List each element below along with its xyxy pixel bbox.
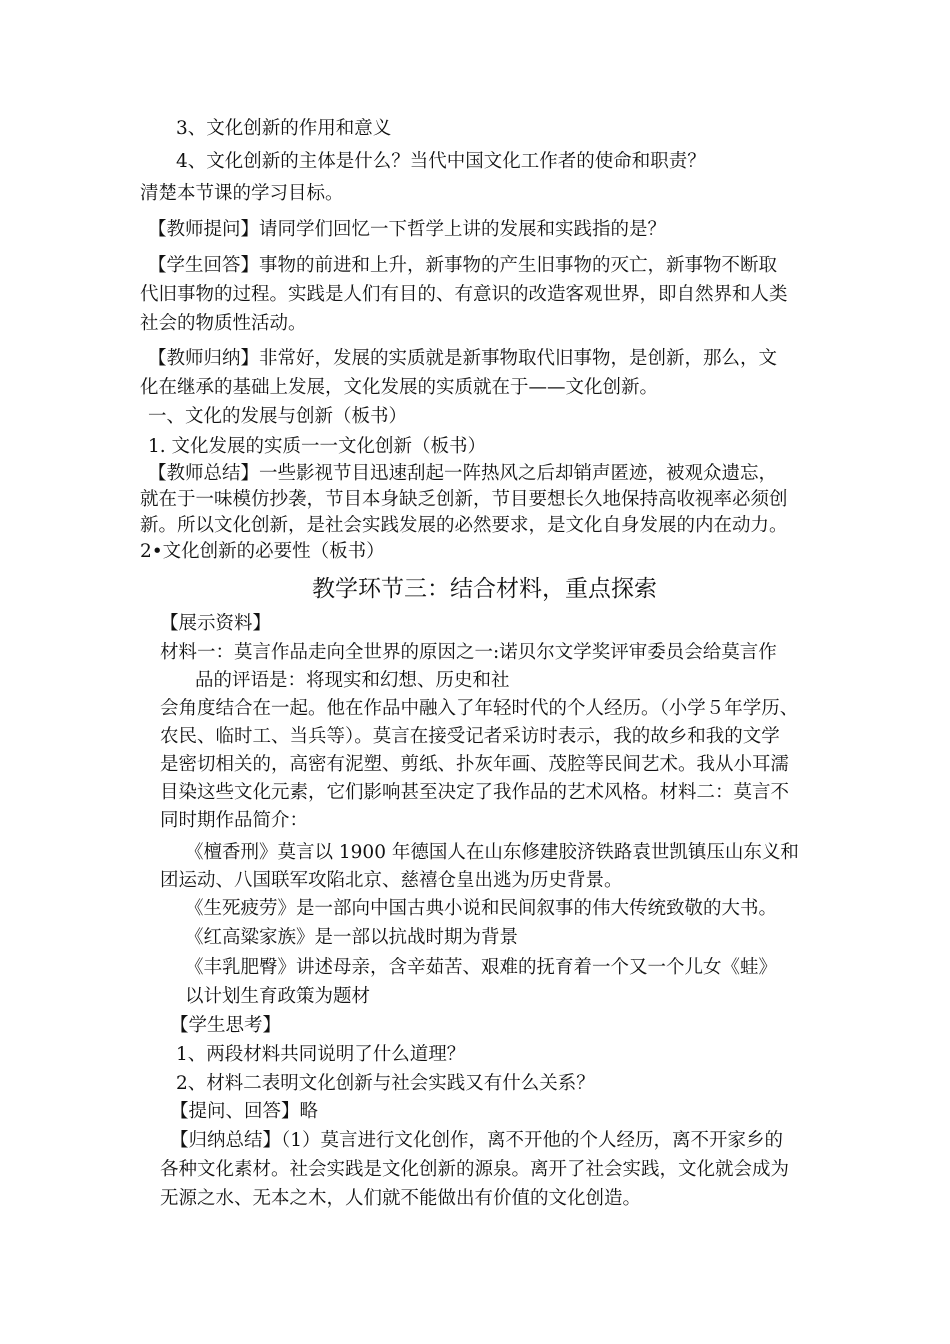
board-heading-1: 一、文化的发展与创新（板书） — [148, 406, 408, 427]
show-materials-label: 【展示资料】 — [160, 613, 272, 634]
work-life-and-death: 《生死疲劳》是一部向中国古典小说和民间叙事的伟大传统致敬的大书。 — [185, 898, 778, 919]
student-answer-line-3: 社会的物质性活动。 — [140, 313, 307, 334]
board-heading-1-1: 1. 文化发展的实质一一文化创新（板书） — [148, 436, 487, 457]
objective-3: 3、文化创新的作用和意义 — [176, 118, 392, 139]
conclusion-line-2: 各种文化素材。社会实践是文化创新的源泉。离开了社会实践，文化就会成为 — [160, 1159, 790, 1180]
conclusion-line-3: 无源之水、无本之木，人们就不能做出有价值的文化创造。 — [160, 1188, 642, 1209]
work-sandalwood-line-2: 团运动、八国联军攻陷北京、慈禧仓皇出逃为历史背景。 — [160, 870, 623, 891]
thinking-question-2: 2、材料二表明文化创新与社会实践又有什么关系？ — [176, 1073, 595, 1094]
material-1-line-2: 品的评语是：将现实和幻想、历史和社 — [195, 670, 510, 691]
section-heading: 教学环节三：结合材料，重点探索 — [312, 576, 657, 602]
student-answer-line-2: 代旧事物的过程。实践是人们有目的、有意识的改造客观世界，即自然界和人类 — [140, 284, 788, 305]
board-heading-2: 2•文化创新的必要性（板书） — [140, 541, 385, 562]
teacher-conclusion-line-3: 新。所以文化创新，是社会实践发展的必然要求，是文化自身发展的内在动力。 — [140, 515, 788, 536]
work-frog: 以计划生育政策为题材 — [185, 986, 371, 1007]
work-big-breasts: 《丰乳肥臀》讲述母亲，含辛茹苦、艰难的抚育着一个又一个儿女《蛙》 — [185, 957, 778, 978]
objective-4: 4、文化创新的主体是什么？当代中国文化工作者的使命和职责？ — [176, 151, 706, 172]
objective-summary: 清楚本节课的学习目标。 — [140, 183, 344, 204]
work-sandalwood-line-1: 《檀香刑》莫言以 1900 年德国人在山东修建胶济铁路袁世凯镇压山东义和 — [185, 842, 799, 863]
thinking-question-1: 1、两段材料共同说明了什么道理？ — [176, 1044, 466, 1065]
qa-label: 【提问、回答】略 — [170, 1101, 319, 1122]
material-1-line-6: 目染这些文化元素，它们影响甚至决定了我作品的艺术风格。材料二：莫言不 — [160, 782, 790, 803]
teacher-question: 【教师提问】请同学们回忆一下哲学上讲的发展和实践指的是？ — [148, 219, 667, 240]
material-2-intro: 同时期作品简介： — [160, 810, 309, 831]
conclusion-line-1: 【归纳总结】（1）莫言进行文化创作，离不开他的个人经历，离不开家乡的 — [170, 1130, 784, 1151]
work-red-sorghum: 《红高粱家族》是一部以抗战时期为背景 — [185, 927, 519, 948]
teacher-summary-line-1: 【教师归纳】非常好，发展的实质就是新事物取代旧事物，是创新，那么，文 — [148, 348, 778, 369]
material-1-line-5: 是密切相关的，高密有泥塑、剪纸、扑灰年画、茂腔等民间艺术。我从小耳濡 — [160, 754, 790, 775]
teacher-conclusion-line-1: 【教师总结】一些影视节目迅速刮起一阵热风之后却销声匿迹，被观众遗忘， — [148, 463, 778, 484]
material-1-line-4: 农民、临时工、当兵等）。莫言在接受记者采访时表示，我的故乡和我的文学 — [160, 726, 780, 747]
teacher-conclusion-line-2: 就在于一味模仿抄袭，节目本身缺乏创新，节目要想长久地保持高收视率必须创 — [140, 489, 788, 510]
student-answer-line-1: 【学生回答】事物的前进和上升，新事物的产生旧事物的灭亡，新事物不断取 — [148, 255, 778, 276]
material-1-line-1: 材料一：莫言作品走向全世界的原因之一:诺贝尔文学奖评审委员会给莫言作 — [160, 642, 777, 663]
teacher-summary-line-2: 化在继承的基础上发展，文化发展的实质就在于——文化创新。 — [140, 377, 659, 398]
material-1-line-3: 会角度结合在一起。他在作品中融入了年轻时代的个人经历。（小学５年学历、 — [160, 698, 799, 719]
student-thinking-label: 【学生思考】 — [170, 1015, 282, 1036]
